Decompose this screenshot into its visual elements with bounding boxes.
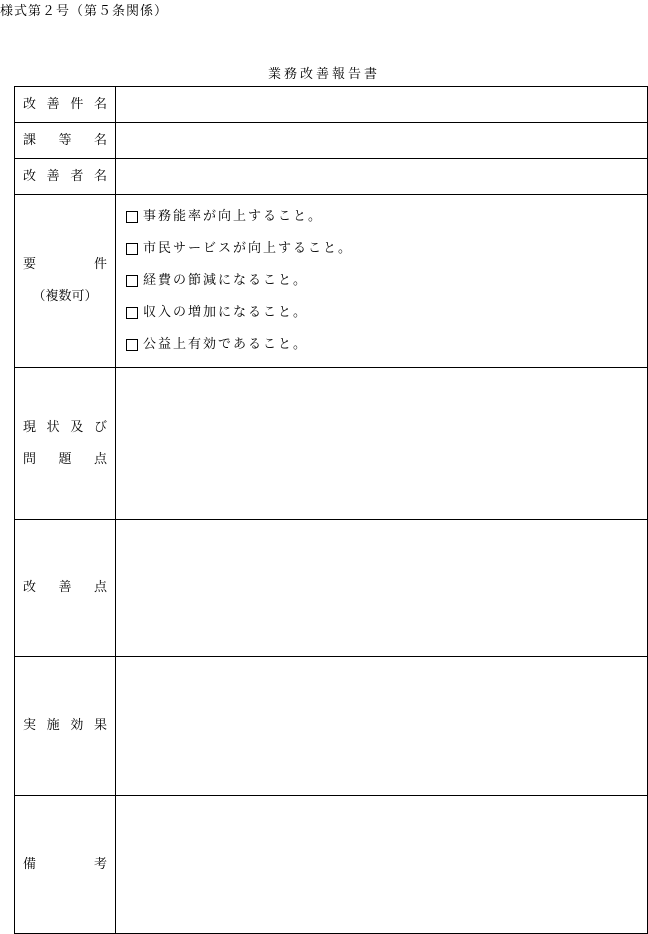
improvement-name-field[interactable] bbox=[116, 87, 648, 123]
requirement-option-label: 公益上有効であること。 bbox=[143, 337, 309, 352]
requirement-option-label: 市民サービスが向上すること。 bbox=[143, 241, 354, 256]
form-number: 様式第２号（第５条関係） bbox=[0, 4, 169, 19]
document-title: 業務改善報告書 bbox=[267, 67, 380, 82]
remarks-label bbox=[15, 796, 116, 934]
label-char: 効 bbox=[70, 718, 84, 733]
checkbox-icon[interactable] bbox=[126, 275, 138, 287]
label-char: 実 bbox=[23, 718, 37, 733]
row-improver-name bbox=[15, 159, 648, 195]
requirements-note: （複数可） bbox=[32, 289, 98, 304]
checkbox-icon[interactable] bbox=[126, 339, 138, 351]
requirements-options bbox=[116, 195, 648, 368]
section-name-label bbox=[15, 123, 116, 159]
label-char: 件 bbox=[93, 257, 107, 272]
requirement-option[interactable] bbox=[126, 329, 647, 361]
label-char: 現 bbox=[23, 419, 37, 435]
label-char: 改 bbox=[23, 580, 37, 595]
improvements-field[interactable] bbox=[116, 520, 648, 657]
current-issues-field[interactable] bbox=[116, 368, 648, 520]
report-form-table bbox=[14, 86, 648, 934]
row-improvement-name bbox=[15, 87, 648, 123]
label-char: 点 bbox=[93, 580, 107, 595]
row-effect bbox=[15, 657, 648, 796]
label-char: 状 bbox=[46, 419, 60, 435]
label-char: 名 bbox=[93, 168, 107, 184]
row-requirements bbox=[15, 195, 648, 368]
improver-name-label bbox=[15, 159, 116, 195]
requirement-option[interactable] bbox=[126, 201, 647, 233]
label-char: 題 bbox=[58, 451, 72, 467]
improvement-name-label bbox=[15, 87, 116, 123]
label-char: 改 bbox=[23, 96, 37, 112]
row-remarks bbox=[15, 796, 648, 934]
label-char: 善 bbox=[46, 168, 60, 184]
current-issues-label bbox=[15, 368, 116, 520]
row-section-name bbox=[15, 123, 648, 159]
label-char: 善 bbox=[46, 96, 60, 112]
label-char: 善 bbox=[58, 580, 72, 595]
row-improvements bbox=[15, 520, 648, 657]
checkbox-icon[interactable] bbox=[126, 243, 138, 255]
label-char: 者 bbox=[70, 168, 84, 184]
label-char: 件 bbox=[70, 96, 84, 112]
label-char: 改 bbox=[23, 168, 37, 184]
requirements-label bbox=[15, 195, 116, 368]
requirement-option-label: 経費の節減になること。 bbox=[143, 273, 309, 288]
checkbox-icon[interactable] bbox=[126, 211, 138, 223]
label-char: 施 bbox=[46, 718, 60, 733]
label-char: 名 bbox=[93, 132, 107, 148]
effect-field[interactable] bbox=[116, 657, 648, 796]
label-char: 備 bbox=[23, 856, 37, 872]
label-char: び bbox=[93, 419, 107, 435]
improver-name-field[interactable] bbox=[116, 159, 648, 195]
effect-label bbox=[15, 657, 116, 796]
label-char: 課 bbox=[23, 132, 37, 148]
checkbox-icon[interactable] bbox=[126, 307, 138, 319]
label-char: 要 bbox=[23, 257, 37, 272]
label-char: 点 bbox=[93, 451, 107, 467]
label-char: 考 bbox=[93, 856, 107, 872]
requirement-option-label: 収入の増加になること。 bbox=[143, 305, 309, 320]
improvements-label bbox=[15, 520, 116, 657]
requirement-option-label: 事務能率が向上すること。 bbox=[143, 209, 324, 224]
label-char: 果 bbox=[93, 718, 107, 733]
row-current-issues bbox=[15, 368, 648, 520]
label-char: 問 bbox=[23, 451, 37, 467]
requirement-option[interactable] bbox=[126, 297, 647, 329]
requirement-option[interactable] bbox=[126, 265, 647, 297]
label-char: 及 bbox=[70, 419, 84, 435]
label-char: 等 bbox=[58, 132, 72, 148]
requirement-option[interactable] bbox=[126, 233, 647, 265]
label-char: 名 bbox=[93, 96, 107, 112]
section-name-field[interactable] bbox=[116, 123, 648, 159]
remarks-field[interactable] bbox=[116, 796, 648, 934]
